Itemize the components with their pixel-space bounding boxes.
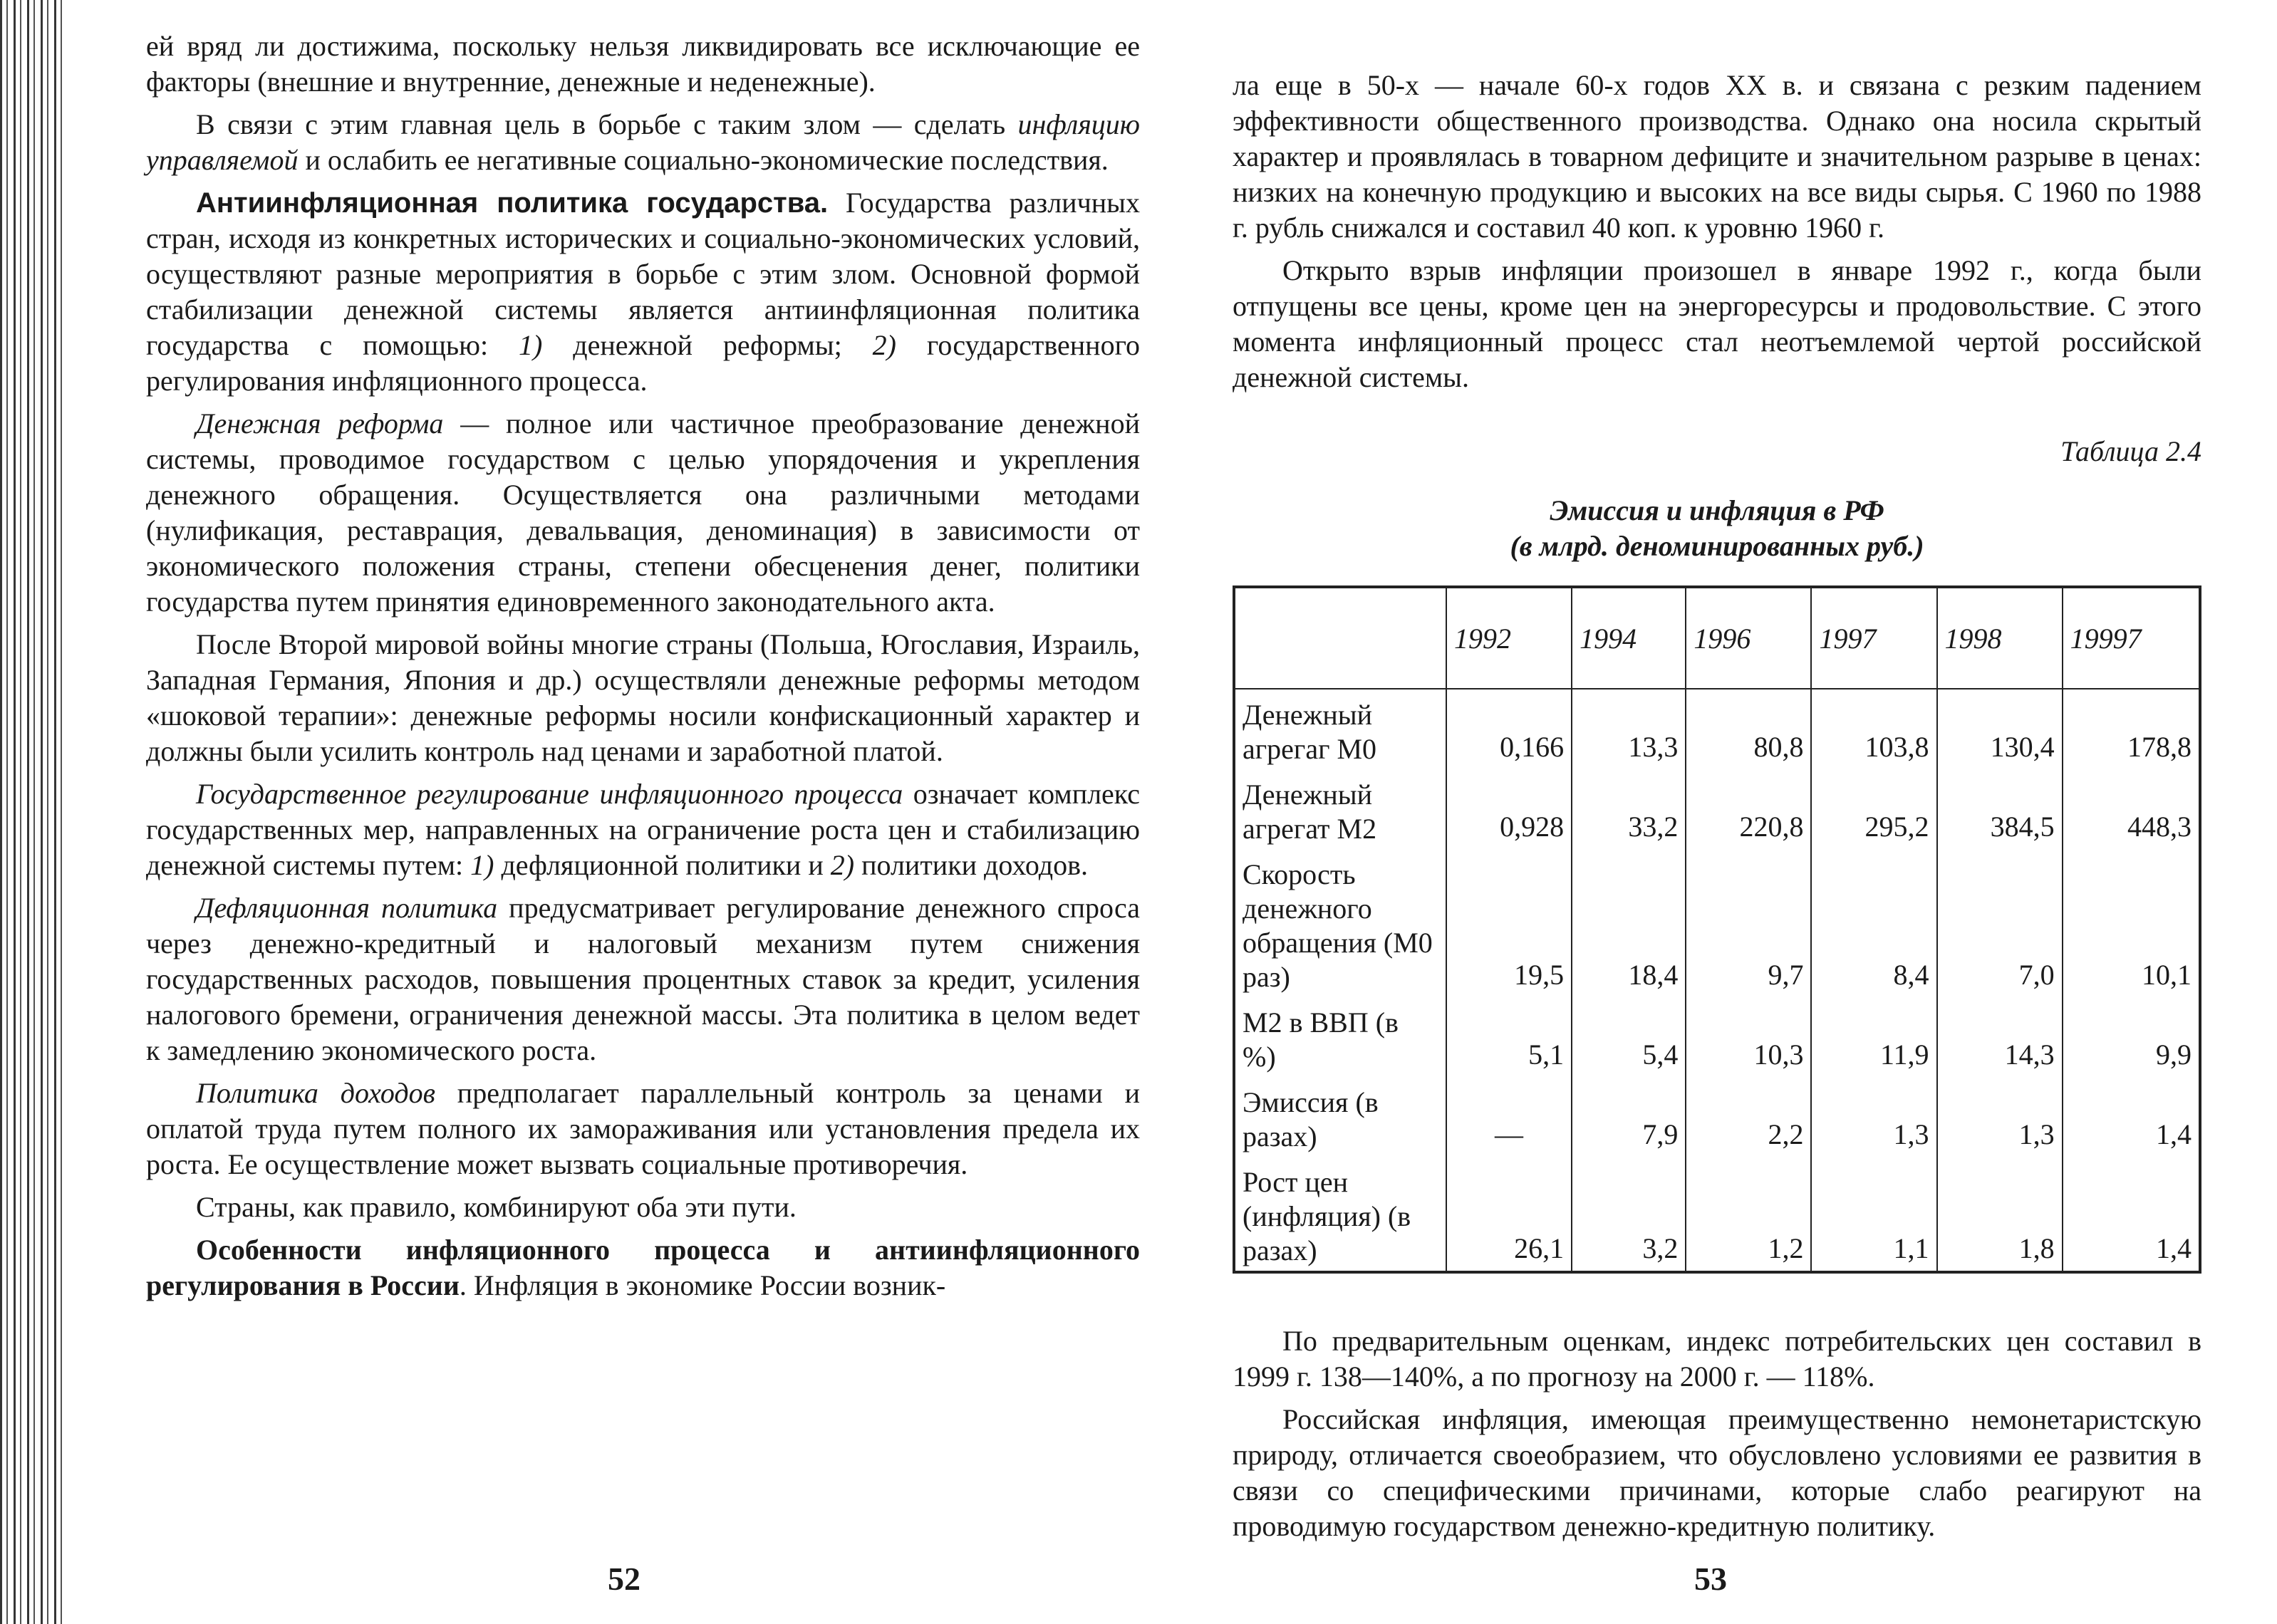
table-cell: 103,8 <box>1811 689 1936 769</box>
list-number: 2) <box>872 329 896 361</box>
table-cell: 1,1 <box>1811 1157 1936 1272</box>
table-cell: 295,2 <box>1811 769 1936 849</box>
table-cell: 9,9 <box>2063 997 2200 1077</box>
column-header: 1997 <box>1811 587 1936 689</box>
right-page <box>1233 28 2201 1596</box>
table-cell: 9,7 <box>1686 849 1811 997</box>
paragraph-6 <box>146 776 1140 883</box>
table-cell: 384,5 <box>1937 769 2063 849</box>
paragraph-3 <box>1233 1323 2201 1395</box>
right-column-text <box>1233 68 2201 395</box>
paragraph-4 <box>1233 1402 2201 1544</box>
table-row <box>1234 689 2200 769</box>
column-header: 19997 <box>2063 587 2200 689</box>
header-blank-cell <box>1234 587 1446 689</box>
table-cell: 1,3 <box>1937 1077 2063 1157</box>
paragraph-text: ла еще в 50-х — начале 60-х годов XX в. и связана с резким падением эффективности общественного производства. Однако она носила скрытый характер и проявлялась в товарном дефиците и значительном разрыве в ценах: низких на конечную продукцию и высоких на все виды сырья. С 1960 по 1988 г. рубль снижался и составил 40 коп. к уровню 1960 г. <box>1233 69 2201 244</box>
section-heading: Антиинфляционная политика государства. <box>196 187 829 219</box>
row-label: Денежный агрегаг M0 <box>1234 689 1446 769</box>
table-cell: 2,2 <box>1686 1077 1811 1157</box>
table-cell: — <box>1446 1077 1572 1157</box>
paragraph-text: денежной реформы; <box>542 329 873 361</box>
table-cell: 5,4 <box>1572 997 1686 1077</box>
paragraph-text: ей вряд ли достижима, поскольку нельзя ликвидировать все исключающие ее факторы (внешние и внутренние, денежные и неденежные). <box>146 30 1140 98</box>
table-cell: 1,8 <box>1937 1157 2063 1272</box>
page-number-left: 52 <box>608 1561 640 1597</box>
table-cell: 5,1 <box>1446 997 1572 1077</box>
table-cell: 1,4 <box>2063 1077 2200 1157</box>
paragraph-2 <box>146 107 1140 178</box>
table-cell: 1,4 <box>2063 1157 2200 1272</box>
table-row <box>1234 769 2200 849</box>
table-row <box>1234 849 2200 997</box>
left-page <box>146 28 1140 1596</box>
table-cell: 1,2 <box>1686 1157 1811 1272</box>
paragraph-text: Российская инфляция, имеющая преимущественно немонетаристскую природу, отличается своеобразием, что обусловлено условиями ее развития в связи со специфическими причинами, которые слабо реагируют на проводимую государством денежно-кредитную политику. <box>1233 1403 2201 1542</box>
emphasis-term: Дефляционная политика <box>196 892 498 924</box>
table-cell: 10,1 <box>2063 849 2200 997</box>
list-number: 1) <box>470 849 494 881</box>
row-label: Эмиссия (в разах) <box>1234 1077 1446 1157</box>
table-cell: 10,3 <box>1686 997 1811 1077</box>
table-cell: 19,5 <box>1446 849 1572 997</box>
paragraph-2 <box>1233 253 2201 395</box>
table-cell: 8,4 <box>1811 849 1936 997</box>
paragraph-text: Страны, как правило, комбинируют оба эти пути. <box>196 1191 797 1223</box>
table-label: Таблица 2.4 <box>2060 435 2201 467</box>
paragraph-3 <box>146 185 1140 399</box>
emphasis-term: инфляцию управляемой <box>146 108 1140 176</box>
paragraph-5 <box>146 627 1140 769</box>
list-number: 1) <box>519 329 543 361</box>
paragraph-text: В связи с этим главная цель в борьбе с таким злом — сделать <box>196 108 1018 140</box>
list-number: 2) <box>830 849 855 881</box>
table-row <box>1234 997 2200 1077</box>
paragraph-8 <box>146 1076 1140 1182</box>
paragraph-text: и ослабить ее негативные социально-экономические последствия. <box>298 144 1109 176</box>
paragraph-text: политики доходов. <box>854 849 1088 881</box>
table-row <box>1234 1077 2200 1157</box>
table-cell: 7,0 <box>1937 849 2063 997</box>
paragraph-text: дефляционной политики и <box>494 849 831 881</box>
row-label: M2 в ВВП (в %) <box>1234 997 1446 1077</box>
column-header: 1992 <box>1446 587 1572 689</box>
emphasis-term: Денежная реформа <box>196 407 444 439</box>
paragraph-1 <box>1233 68 2201 246</box>
paragraph-7 <box>146 890 1140 1068</box>
paragraph-text: предполагает параллельный контроль за ценами и оплатой труда путем полного их замораживания или установления предела их роста. Ее осуществление может вызвать социальные противоречия. <box>146 1077 1140 1180</box>
column-header: 1998 <box>1937 587 2063 689</box>
column-header: 1994 <box>1572 587 1686 689</box>
table-title-line-1: Эмиссия и инфляция в РФ <box>1550 494 1884 526</box>
table-cell: 220,8 <box>1686 769 1811 849</box>
paragraph-text: Государства различных стран, исходя из конкретных исторических и социально-экономических условий, осуществляют разные мероприятия в борьбе с этим злом. Основной формой стабилизации денежной системы является антиинфляционная политика государства с помощью: <box>146 187 1140 361</box>
section-heading: Особенности инфляционного процесса и антиинфляционного регулирования в России <box>146 1234 1140 1301</box>
table-header-row <box>1234 587 2200 689</box>
table-cell: 33,2 <box>1572 769 1686 849</box>
left-column-text <box>146 28 1140 1303</box>
table-cell: 0,166 <box>1446 689 1572 769</box>
row-label: Рост цен (инфляция) (в разах) <box>1234 1157 1446 1272</box>
paragraph-text: — полное или частичное преобразование денежной системы, проводимое государством с целью упорядочения и укрепления денежного обращения. Осуществляется она различными методами (нулификация, реставрация, девальвация, деноминация) в зависимости от экономического положения страны, степени обесценения денег, политики государства путем принятия единовременного законодательного акта. <box>146 407 1140 618</box>
table-cell: 0,928 <box>1446 769 1572 849</box>
paragraph-9 <box>146 1190 1140 1225</box>
right-column-text-after-table <box>1233 1323 2201 1544</box>
table-cell: 13,3 <box>1572 689 1686 769</box>
paragraph-10 <box>146 1232 1140 1303</box>
table-cell: 130,4 <box>1937 689 2063 769</box>
paragraph-text: означает комплекс государственных мер, направленных на ограничение роста цен и стабилизацию денежной системы путем: <box>146 778 1141 881</box>
book-spine-edge <box>0 0 68 1624</box>
paragraph-1 <box>146 28 1140 100</box>
column-header: 1996 <box>1686 587 1811 689</box>
emphasis-term: Политика доходов <box>196 1077 435 1109</box>
row-label: Денежный агрегат M2 <box>1234 769 1446 849</box>
table-cell: 178,8 <box>2063 689 2200 769</box>
table-cell: 11,9 <box>1811 997 1936 1077</box>
paragraph-text: государственного регулирования инфляционного процесса. <box>146 329 1140 397</box>
table-cell: 26,1 <box>1446 1157 1572 1272</box>
table-cell: 7,9 <box>1572 1077 1686 1157</box>
emphasis-term: Государственное регулирование инфляционного процесса <box>196 778 903 810</box>
table-title <box>1233 493 2201 564</box>
table-cell: 3,2 <box>1572 1157 1686 1272</box>
table-cell: 14,3 <box>1937 997 2063 1077</box>
paragraph-text: По предварительным оценкам, индекс потребительских цен составил в 1999 г. 138—140%, а по прогнозу на 2000 г. — 118%. <box>1233 1325 2201 1393</box>
table-cell: 1,3 <box>1811 1077 1936 1157</box>
table-cell: 80,8 <box>1686 689 1811 769</box>
table-row <box>1234 1157 2200 1272</box>
table-cell: 448,3 <box>2063 769 2200 849</box>
paragraph-text: После Второй мировой войны многие страны (Польша, Югославия, Израиль, Западная Германия, Япония и др.) осуществляли денежные реформы методом «шоковой терапии»: денежные реформы носили конфискационный характер и должны были усилить контроль над ценами и заработной платой. <box>146 628 1140 767</box>
paragraph-text: Открыто взрыв инфляции произошел в январе 1992 г., когда были отпущены все цены, кроме цен на энергоресурсы и продовольствие. С этого момента инфляционный процесс стал неотъемлемой чертой российской денежной системы. <box>1233 254 2201 393</box>
row-label: Скорость денежного обращения (M0 раз) <box>1234 849 1446 997</box>
table-cell: 18,4 <box>1572 849 1686 997</box>
page-number-right: 53 <box>1694 1561 1727 1597</box>
emission-inflation-table <box>1233 585 2201 1274</box>
table-title-line-2: (в млрд. деноминированных руб.) <box>1510 530 1924 562</box>
paragraph-4 <box>146 406 1140 620</box>
paragraph-text: предусматривает регулирование денежного спроса через денежно-кредитный и налоговый механизм путем снижения государственных расходов, повышения процентных ставок за кредит, усиления налогового бремени, ограничения денежной массы. Эта политика в целом ведет к замедлению экономического роста. <box>146 892 1140 1066</box>
paragraph-text: . Инфляция в экономике России возник- <box>459 1269 946 1301</box>
